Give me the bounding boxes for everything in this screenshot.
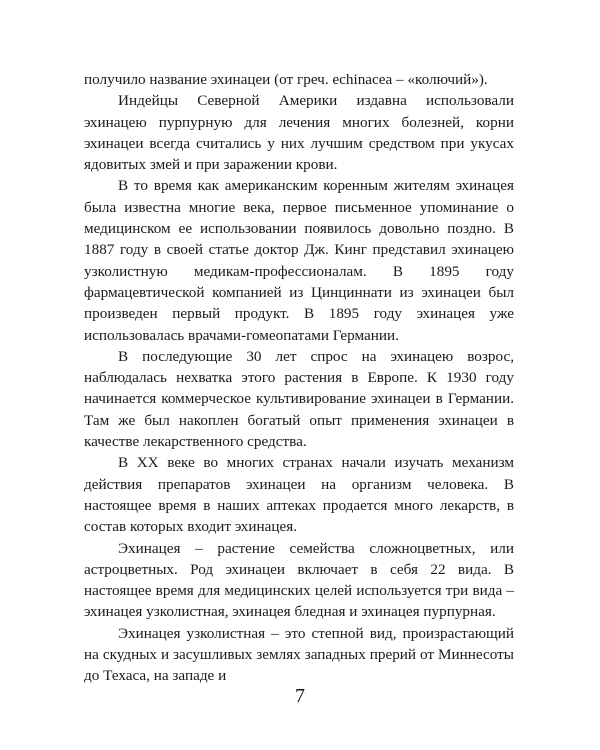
paragraph-species: Эхинацея – растение семейства сложноцветных, или астроцветных. Род эхинацеи включает в себя 22 вида. В настоящее время для медицинских целей используется три вида – эхинацея узколистная, эхинацея бледная и эхинацея пурпурная. xyxy=(84,539,514,621)
paragraph-demand: В последующие 30 лет спрос на эхинацею возрос, наблюдалась нехватка этого растения в Европе. К 1930 году начинается коммерческое культивирование эхинацеи в Германии. Там же был накоплен богатый опыт применения эхинацеи в качестве лекарственного средства. xyxy=(84,347,514,451)
paragraph-history: В то время как американским коренным жителям эхинацея была известна многие века, первое письменное упоминание о медицинском ее использовании появилось довольно поздно. В 1887 году в своей статье доктор Дж. Кинг представил эхинацею узколистную медикам-профессионалам. В 1895 году фармацевтической компанией из Цинциннати из эхинацеи был произведен первый продукт. В 1895 году эхинацея уже использовалась врачами-гомеопатами Германии. xyxy=(84,177,514,344)
paragraph-research: В XX веке во многих странах начали изучать механизм действия препаратов эхинацеи на организм человека. В настоящее время в наших аптеках продается много лекарств, в состав которых входит эхинацея. xyxy=(84,454,514,536)
paragraph-indians: Индейцы Северной Америки издавна использовали эхинацею пурпурную для лечения многих болезней, корни эхинацеи всегда считались у них лучшим средством при укусах ядовитых змей и при заражении крови. xyxy=(84,92,514,174)
page-body xyxy=(84,69,514,687)
paragraph-narrowleaf: Эхинацея узколистная – это степной вид, произрастающий на скудных и засушливых землях западных прерий от Миннесоты до Техаса, на западе и xyxy=(84,624,514,685)
paragraph-continuation: получило название эхинацеи (от греч. echinacea – «колючий»). xyxy=(84,71,488,88)
page-number: 7 xyxy=(295,685,305,707)
